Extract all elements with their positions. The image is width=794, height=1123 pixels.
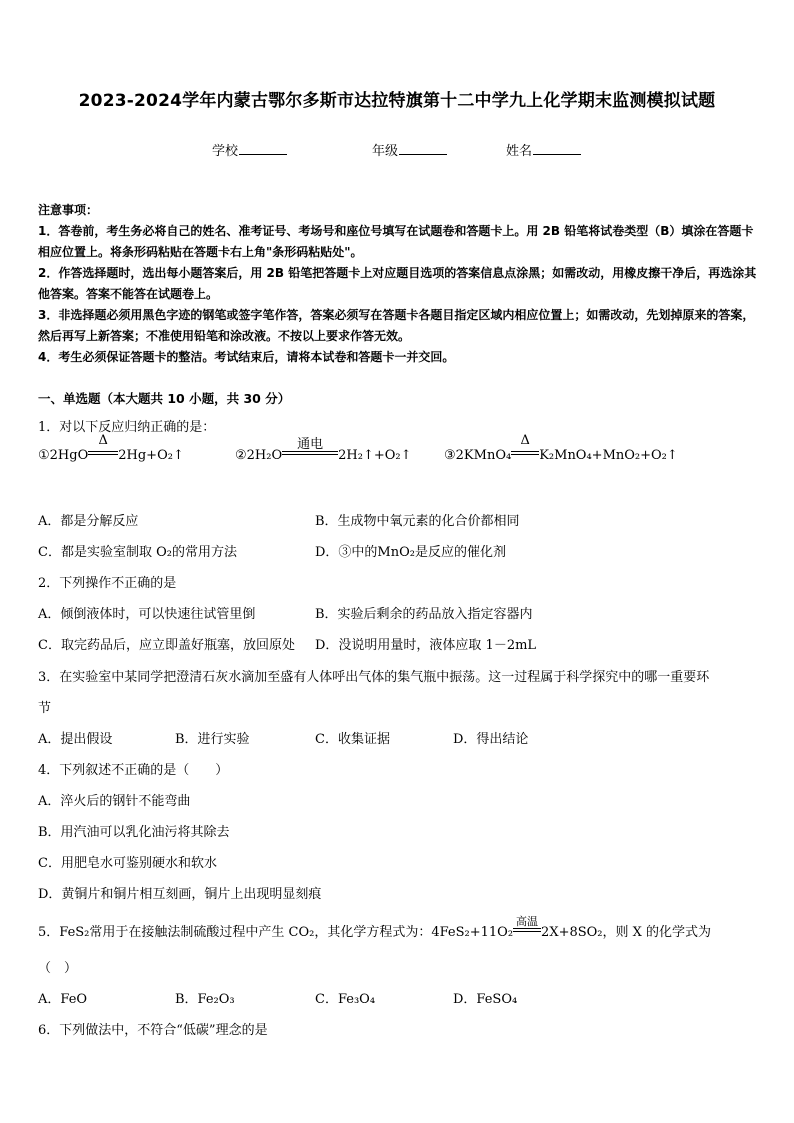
q3-stem-line-1: 3．在实验室中某同学把澄清石灰水滴加至盛有人体呼出气体的集气瓶中振荡。这一过程属于科学探究中的哪一重要环 bbox=[38, 670, 710, 685]
q5-arrow bbox=[513, 915, 541, 940]
eq1-arrow bbox=[88, 433, 118, 463]
eq3-left: ③2KMnO₄ bbox=[444, 448, 512, 463]
eq3-arrow bbox=[511, 433, 539, 463]
q1-option-c[interactable]: C．都是实验室制取 O₂的常用方法 bbox=[38, 545, 237, 560]
eq3-right: K₂MnO₄+MnO₂+O₂↑ bbox=[539, 448, 678, 463]
q5-option-c[interactable]: C．Fe₃O₄ bbox=[315, 992, 376, 1007]
name-label: 姓名 bbox=[506, 144, 533, 159]
q1-option-d[interactable]: D．③中的MnO₂是反应的催化剂 bbox=[315, 545, 506, 560]
q1-option-a[interactable]: A．都是分解反应 bbox=[38, 514, 139, 529]
eq1-condition: Δ bbox=[98, 433, 108, 448]
q5-option-b[interactable]: B．Fe₂O₃ bbox=[175, 992, 235, 1007]
q1-stem: 1．对以下反应归纳正确的是： bbox=[38, 420, 216, 435]
q4-option-d[interactable]: D．黄铜片和铜片相互刻画，铜片上出现明显刻痕 bbox=[38, 887, 322, 902]
eq3-condition: Δ bbox=[520, 433, 530, 448]
q2-option-d[interactable]: D．没说明用量时，液体应取 1－2mL bbox=[315, 638, 537, 653]
q5-option-a[interactable]: A．FeO bbox=[38, 992, 88, 1007]
grade-blank[interactable] bbox=[399, 142, 447, 155]
note-item-1: 1．答卷前，考生务必将自己的姓名、准考证号、考场号和座位号填写在试题卷和答题卡上。用 2B 铅笔将试卷类型（B）填涂在答题卡相应位置上。将条形码粘贴在答题卡右上角"条形码粘贴处"。 bbox=[38, 224, 754, 259]
q1-equation-1 bbox=[38, 433, 184, 463]
q2-option-a[interactable]: A．倾倒液体时，可以快速往试管里倒 bbox=[38, 607, 256, 622]
school-field bbox=[212, 140, 287, 159]
eq2-arrow bbox=[282, 437, 338, 463]
eq1-left: ①2HgO bbox=[38, 448, 89, 463]
q1-equation-3 bbox=[444, 433, 678, 463]
notes-heading: 注意事项： bbox=[38, 203, 99, 217]
q4-option-b[interactable]: B．用汽油可以乳化油污将其除去 bbox=[38, 825, 230, 840]
q4-option-a[interactable]: A．淬火后的钢针不能弯曲 bbox=[38, 794, 191, 809]
q5-answer-paren: （ ） bbox=[38, 961, 78, 976]
q2-option-c[interactable]: C．取完药品后，应立即盖好瓶塞，放回原处 bbox=[38, 638, 295, 653]
section-heading: 一、单选题（本大题共 10 小题，共 30 分） bbox=[38, 391, 291, 406]
note-item-4: 4．考生必须保证答题卡的整洁。考试结束后，请将本试卷和答题卡一并交回。 bbox=[38, 350, 455, 364]
q5-stem-part-2: 2X+8SO₂，则 X 的化学式为 bbox=[541, 925, 712, 940]
q3-option-c[interactable]: C．收集证据 bbox=[315, 732, 390, 747]
eq1-right: 2Hg+O₂↑ bbox=[118, 448, 184, 463]
note-item-3: 3．非选择题必须用黑色字迹的钢笔或签字笔作答，答案必须写在答题卡各题目指定区域内相应位置上；如需改动，先划掉原来的答案，然后再写上新答案；不准使用铅笔和涂改液。不按以上要求作答无效。 bbox=[38, 308, 755, 343]
grade-field bbox=[372, 140, 447, 159]
q6-stem: 6．下列做法中，不符合“低碳”理念的是 bbox=[38, 1023, 268, 1038]
q5-stem-part-1: 5．FeS₂常用于在接触法制硫酸过程中产生 CO₂，其化学方程式为：4FeS₂+11O₂ bbox=[38, 925, 514, 940]
q4-option-c[interactable]: C．用肥皂水可鉴别硬水和软水 bbox=[38, 856, 217, 871]
note-item-2: 2．作答选择题时，选出每小题答案后，用 2B 铅笔把答题卡上对应题目选项的答案信息点涂黑；如需改动，用橡皮擦干净后，再选涂其他答案。答案不能答在试题卷上。 bbox=[38, 266, 757, 301]
q4-stem: 4．下列叙述不正确的是（ ） bbox=[38, 763, 229, 778]
name-blank[interactable] bbox=[533, 142, 581, 155]
q5-stem bbox=[38, 915, 712, 940]
q5-option-d[interactable]: D．FeSO₄ bbox=[453, 992, 518, 1007]
q3-option-a[interactable]: A．提出假设 bbox=[38, 732, 113, 747]
notes-section bbox=[38, 200, 760, 368]
grade-label: 年级 bbox=[372, 144, 399, 159]
q1-option-b[interactable]: B．生成物中氧元素的化合价都相同 bbox=[315, 514, 520, 529]
q3-option-b[interactable]: B．进行实验 bbox=[175, 732, 250, 747]
q2-option-b[interactable]: B．实验后剩余的药品放入指定容器内 bbox=[315, 607, 533, 622]
school-blank[interactable] bbox=[239, 142, 287, 155]
q3-option-d[interactable]: D．得出结论 bbox=[453, 732, 529, 747]
q5-condition: 高温 bbox=[516, 915, 539, 928]
q3-stem-line-2: 节 bbox=[38, 701, 52, 716]
name-field bbox=[506, 140, 581, 159]
eq2-left: ②2H₂O bbox=[235, 448, 283, 463]
exam-title: 2023-2024学年内蒙古鄂尔多斯市达拉特旗第十二中学九上化学期末监测模拟试题 bbox=[78, 91, 716, 111]
school-label: 学校 bbox=[212, 144, 239, 159]
eq2-condition: 通电 bbox=[297, 437, 324, 452]
q1-equation-2 bbox=[235, 437, 412, 463]
eq2-right: 2H₂↑+O₂↑ bbox=[338, 448, 412, 463]
q2-stem: 2．下列操作不正确的是 bbox=[38, 576, 177, 591]
